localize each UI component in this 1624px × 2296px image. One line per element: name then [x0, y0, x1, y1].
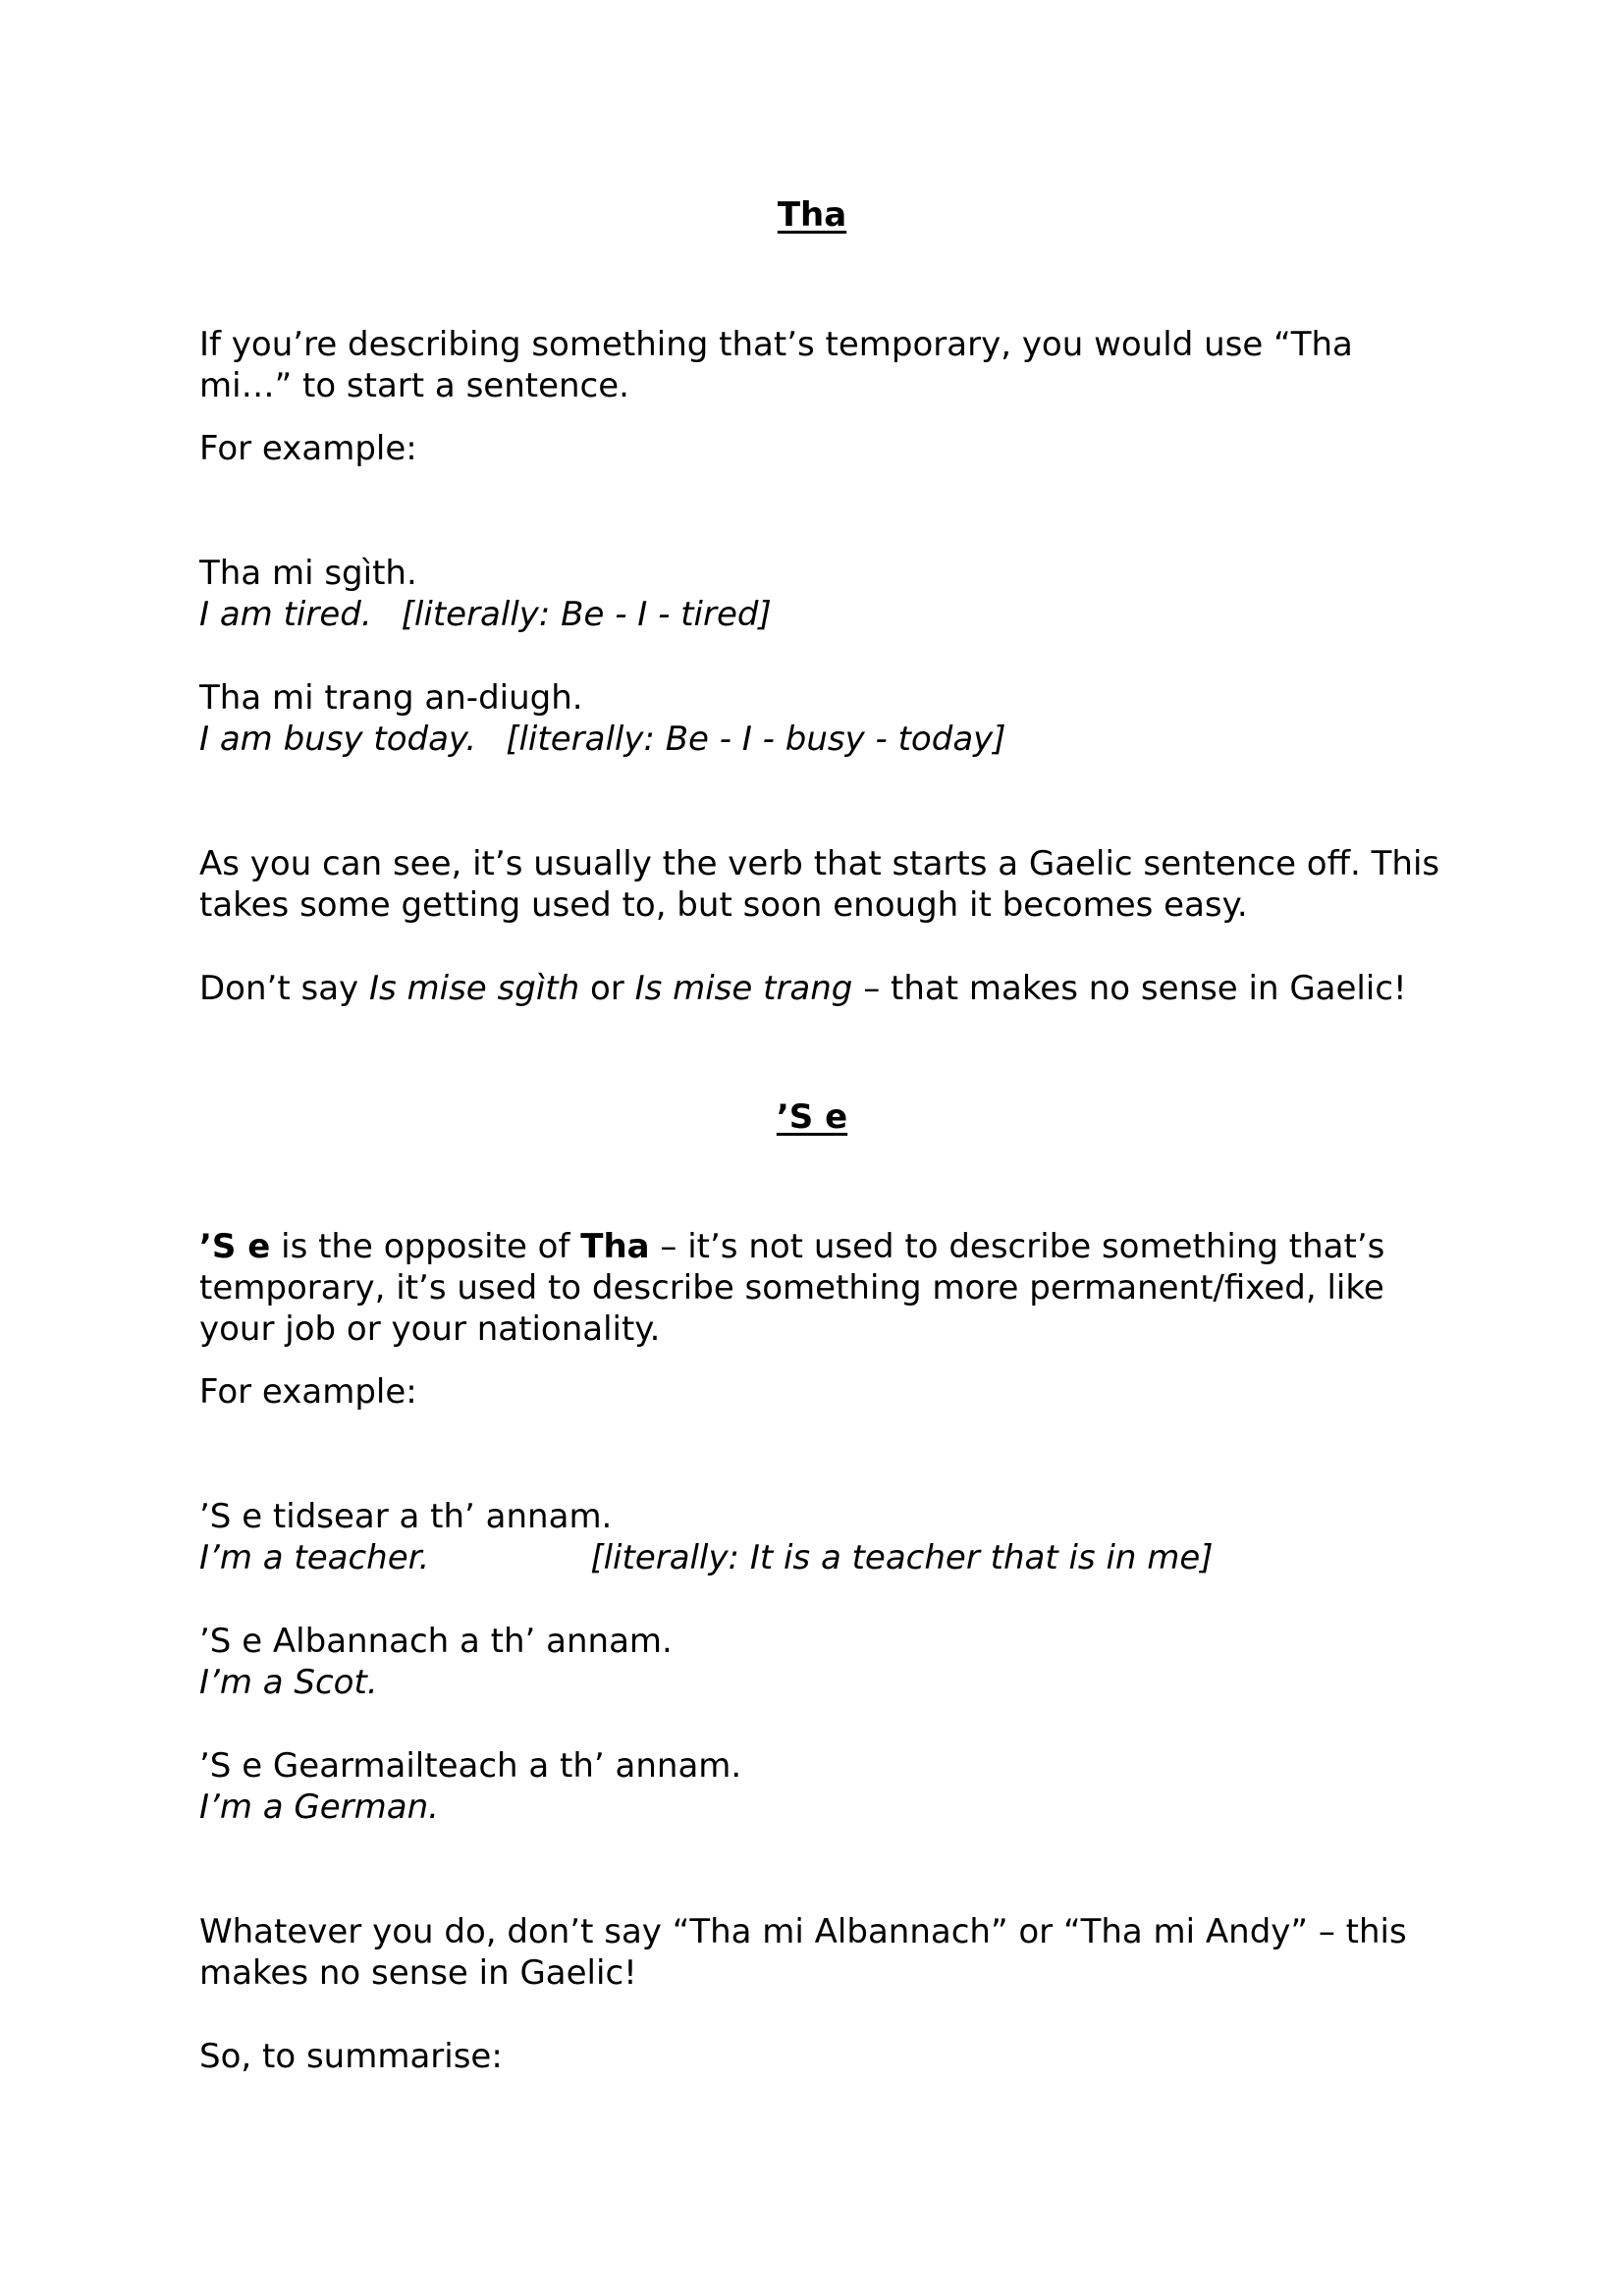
- se-intro-line-2: temporary, it’s used to describe something more permanent/fixed, like: [199, 1268, 1384, 1308]
- tha-example-2-literal: [literally: Be - I - busy - today]: [506, 720, 1006, 759]
- se-example-1-literal: [literally: It is a teacher that is in me]: [590, 1538, 1214, 1577]
- tha-warning-suffix: – that makes no sense in Gaelic!: [852, 969, 1407, 1008]
- se-example-2-gaelic: ’S e Albannach a th’ annam.: [199, 1622, 673, 1661]
- tha-warning-phrase-1: Is mise sgìth: [368, 969, 580, 1008]
- section-heading-s-e: ’S e: [776, 1097, 848, 1137]
- tha-explanation-line-2: takes some getting used to, but soon enough it becomes easy.: [199, 885, 1248, 925]
- se-intro-line-3: your job or your nationality.: [199, 1309, 661, 1349]
- section-heading-tha: Tha: [777, 195, 847, 235]
- tha-example-2-english: I am busy today.: [199, 720, 477, 759]
- tha-for-example: For example:: [199, 429, 417, 468]
- tha-intro-line-1: If you’re describing something that’s temporary, you would use “Tha: [199, 325, 1353, 364]
- tha-example-2-gaelic: Tha mi trang an-diugh.: [199, 678, 583, 718]
- se-warning-line-2: makes no sense in Gaelic!: [199, 1953, 637, 1993]
- se-example-3-gaelic: ’S e Gearmailteach a th’ annam.: [199, 1746, 742, 1786]
- se-example-2-english: I’m a Scot.: [199, 1663, 378, 1702]
- tha-example-2-translation: [199, 719, 1436, 760]
- se-warning-line-1: Whatever you do, don’t say “Tha mi Albannach” or “Tha mi Andy” – this: [199, 1912, 1407, 1951]
- se-example-1-gaelic: ’S e tidsear a th’ annam.: [199, 1497, 613, 1536]
- se-intro-line-1: [199, 1226, 1436, 1267]
- tha-warning-phrase-2: Is mise trang: [634, 969, 853, 1008]
- tha-example-1-translation: [199, 594, 1436, 635]
- se-for-example: For example:: [199, 1372, 417, 1412]
- tha-example-1-english: I am tired.: [199, 595, 372, 634]
- se-example-3-english: I’m a German.: [199, 1788, 439, 1827]
- tha-intro-line-2: mi…” to start a sentence.: [199, 366, 629, 405]
- se-example-1-english: I’m a teacher.: [199, 1538, 430, 1577]
- se-intro-bold-tha: Tha: [580, 1227, 650, 1266]
- tha-explanation-line-1: As you can see, it’s usually the verb that starts a Gaelic sentence off. This: [199, 844, 1440, 883]
- se-intro-bold-se: ’S e: [199, 1227, 271, 1266]
- tha-example-1-gaelic: Tha mi sgìth.: [199, 554, 417, 593]
- summary-lead: So, to summarise:: [199, 2037, 503, 2076]
- se-example-1-translation: [199, 1537, 1436, 1578]
- tha-warning: [199, 968, 1436, 1009]
- tha-warning-middle: or: [579, 969, 635, 1008]
- tha-warning-prefix: Don’t say: [199, 969, 369, 1008]
- se-intro-text-2: – it’s not used to describe something that’s: [649, 1227, 1385, 1266]
- tha-example-1-literal: [literally: Be - I - tired]: [401, 595, 772, 634]
- se-intro-text-1: is the opposite of: [270, 1227, 581, 1266]
